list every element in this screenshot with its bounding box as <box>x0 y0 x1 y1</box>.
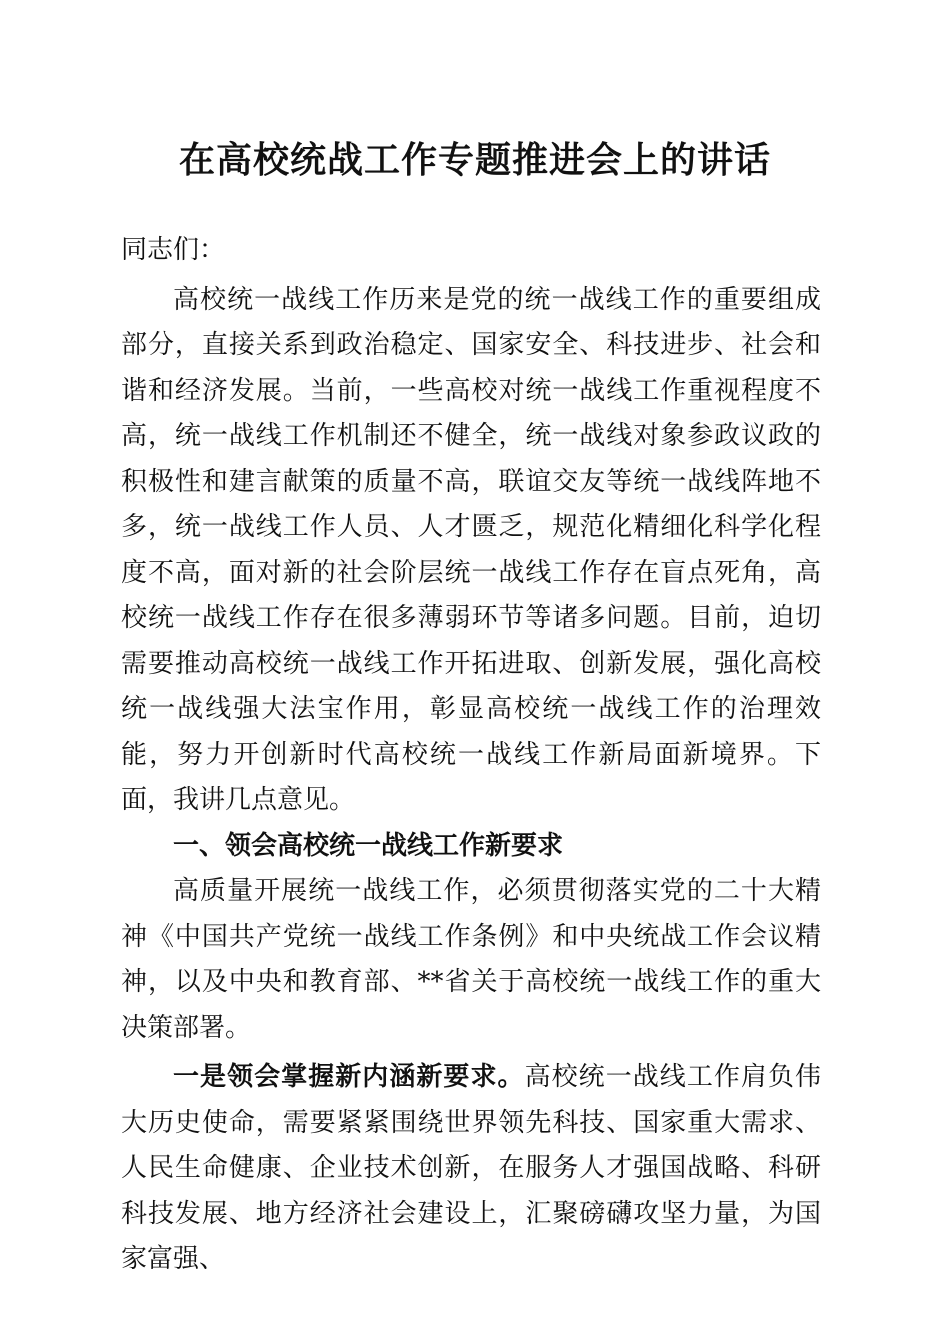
document-body <box>121 228 821 1283</box>
point-1-body: 高校统一战线工作肩负伟大历史使命，需要紧紧围绕世界领先科技、国家重大需求、人民生命健康、企业技术创新，在服务人才强国战略、科研科技发展、地方经济社会建设上，汇聚磅礴攻坚力量，为国家富强、 <box>121 1062 821 1274</box>
salutation: 同志们： <box>121 235 226 265</box>
point-1-lead: 一是领会掌握新内涵新要求。 <box>173 1062 525 1092</box>
paragraph-intro: 高校统一战线工作历来是党的统一战线工作的重要组成部分，直接关系到政治稳定、国家安全、科技进步、社会和谐和经济发展。当前，一些高校对统一战线工作重视程度不高，统一战线工作机制还不健全，统一战线对象参政议政的积极性和建言献策的质量不高，联谊交友等统一战线阵地不多，统一战线工作人员、人才匮乏，规范化精细化科学化程度不高，面对新的社会阶层统一战线工作存在盲点死角，高校统一战线工作存在很多薄弱环节等诸多问题。目前，迫切需要推动高校统一战线工作开拓进取、创新发展，强化高校统一战线强大法宝作用，彰显高校统一战线工作的治理效能，努力开创新时代高校统一战线工作新局面新境界。下面，我讲几点意见。 <box>121 284 821 815</box>
section-heading-1: 一、领会高校统一战线工作新要求 <box>173 830 564 861</box>
document-title: 在高校统战工作专题推进会上的讲话 <box>178 139 771 181</box>
paragraph-requirements: 高质量开展统一战线工作，必须贯彻落实党的二十大精神《中国共产党统一战线工作条例》和中央统战工作会议精神，以及中央和教育部、**省关于高校统一战线工作的重大决策部署。 <box>121 876 821 1043</box>
paragraph-point-1 <box>121 1055 821 1283</box>
